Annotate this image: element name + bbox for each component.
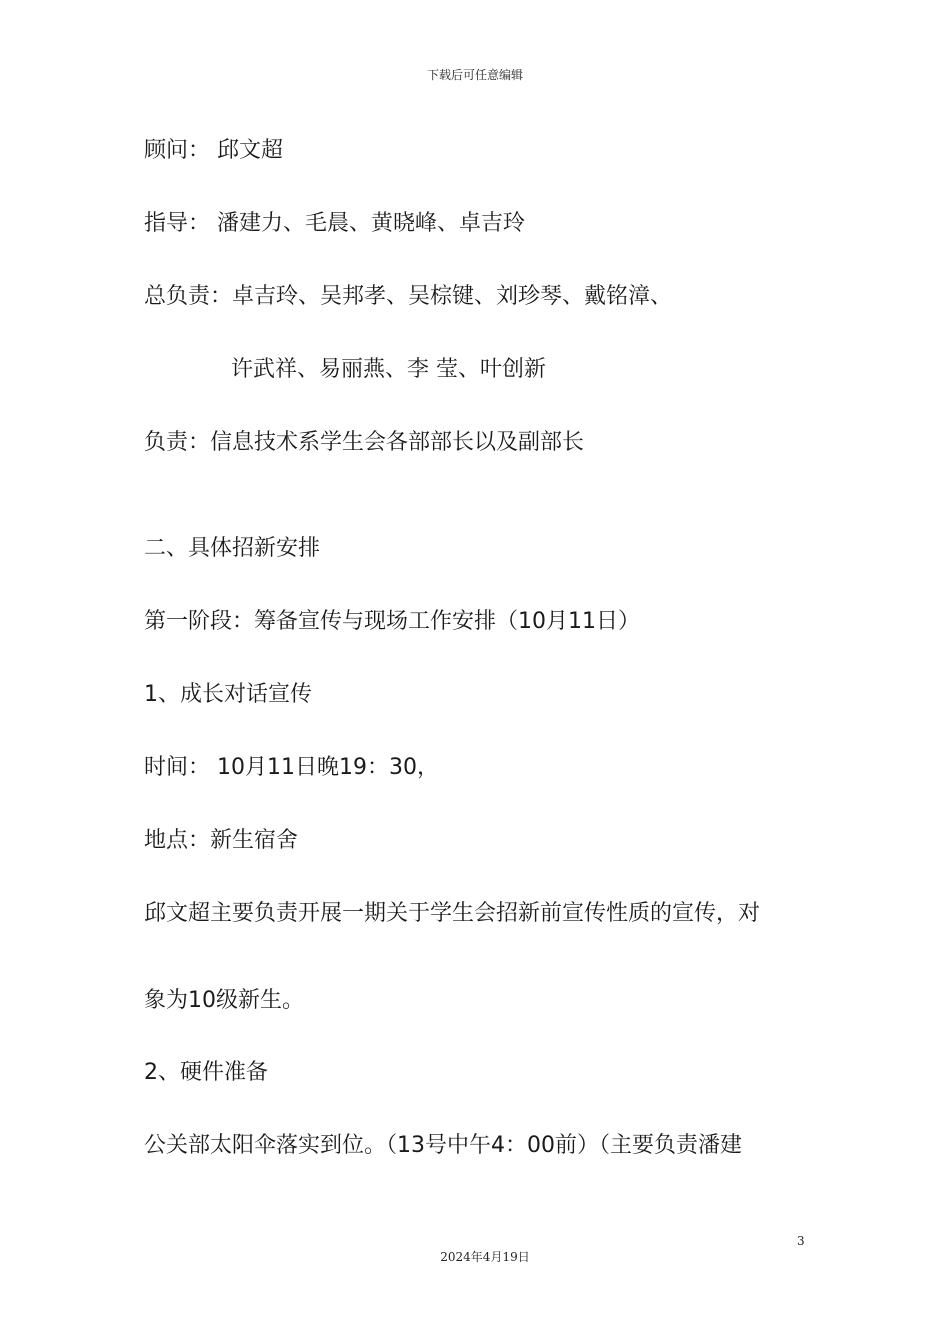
responsible-line: 负责：信息技术系学生会各部部长以及副部长 xyxy=(144,430,585,455)
page-header: 下载后可任意编辑 xyxy=(426,68,523,82)
general-leads-continued-line: 许武祥、易丽燕、李 莹、叶创新 xyxy=(231,357,546,382)
paragraph-continued-line: 象为10级新生。 xyxy=(144,988,304,1013)
page-footer-date: 2024年4月19日 xyxy=(440,1250,530,1264)
section-heading: 二、具体招新安排 xyxy=(144,536,321,561)
page-number: 3 xyxy=(797,1234,805,1248)
hardware-line: 公关部太阳伞落实到位。（13号中午4：00前）（主要负责潘建 xyxy=(144,1133,742,1158)
paragraph-line: 邱文超主要负责开展一期关于学生会招新前宣传性质的宣传，对 xyxy=(144,901,761,926)
advisor-line: 顾问： 邱文超 xyxy=(144,138,283,163)
guidance-line: 指导： 潘建力、毛晨、黄晓峰、卓吉玲 xyxy=(144,211,525,236)
item-1-heading: 1、成长对话宣传 xyxy=(144,682,312,707)
item-2-heading: 2、硬件准备 xyxy=(144,1060,268,1085)
general-leads-line: 总负责：卓吉玲、吴邦孝、吴棕键、刘珍琴、戴铭漳、 xyxy=(144,284,673,309)
time-line: 时间： 10月11日晚19：30， xyxy=(144,755,439,780)
phase-one-heading: 第一阶段：筹备宣传与现场工作安排（10月11日） xyxy=(144,609,640,634)
location-line: 地点：新生宿舍 xyxy=(144,828,299,853)
